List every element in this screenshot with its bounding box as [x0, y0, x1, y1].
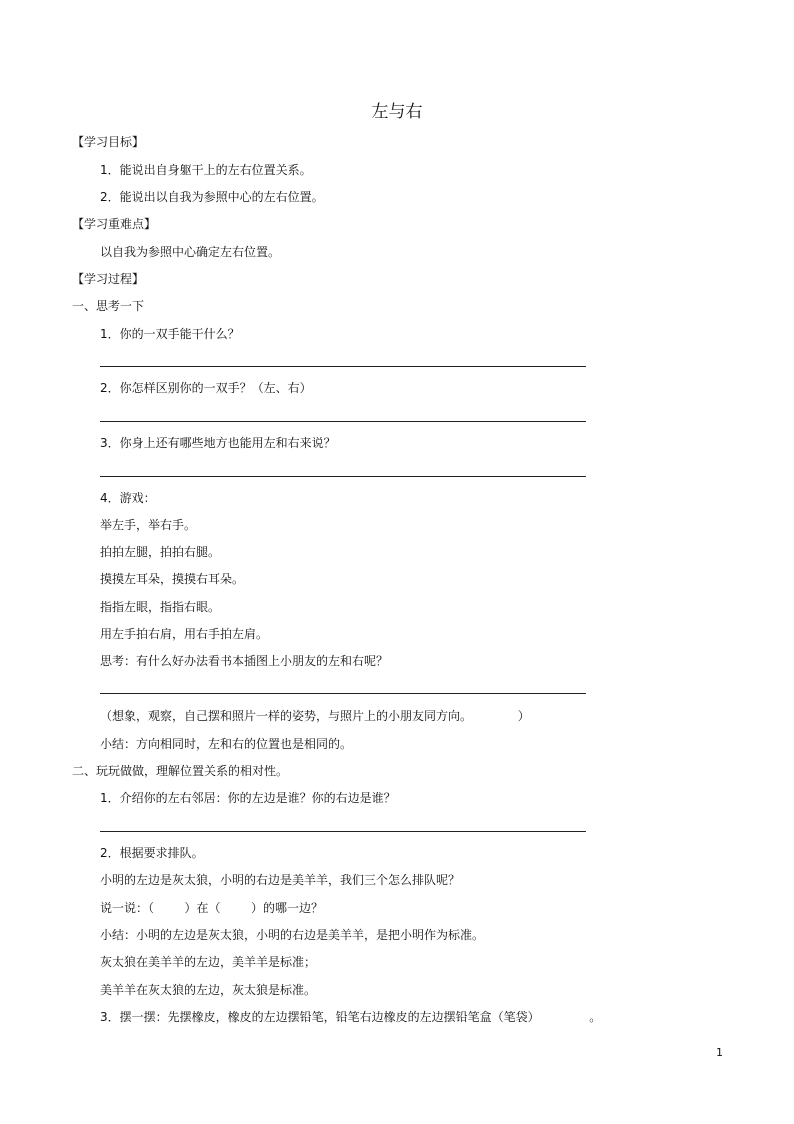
queue-line: 小结：小明的左边是灰太狼，小明的右边是美羊羊，是把小明作为标准。	[100, 928, 485, 942]
game-line: 摸摸左耳朵，摸摸右耳朵。	[100, 572, 245, 586]
game-line: 用左手拍右肩，用右手拍左肩。	[100, 627, 269, 641]
queue-line: 说一说：（ ）在（ ）的哪一边？	[100, 901, 324, 915]
game-line: 拍拍左腿，拍拍右腿。	[100, 545, 221, 559]
objective-item-2: 2．能说出以自我为参照中心的左右位置。	[100, 190, 324, 204]
question-1-1: 1．你的一双手能干什么？	[100, 327, 240, 341]
question-1-3: 3．你身上还有哪些地方也能用左和右来说？	[100, 436, 336, 450]
answer-line-5	[100, 831, 586, 832]
game-line: 指指左眼，指指右眼。	[100, 600, 221, 614]
section-2-heading: 二、玩玩做做，理解位置关系的相对性。	[72, 764, 289, 778]
answer-line-1	[100, 366, 586, 367]
process-heading: 【学习过程】	[72, 272, 145, 286]
question-1-4: 4．游戏：	[100, 491, 156, 505]
question-1-2: 2．你怎样区别你的一双手？（左、右）	[100, 381, 312, 395]
hint-text: （想象，观察，自己摆和照片一样的姿势，与照片上的小朋友同方向。 ）	[100, 709, 530, 723]
objective-item-1: 1．能说出自身躯干上的左右位置关系。	[100, 163, 312, 177]
page-title: 左与右	[371, 102, 423, 122]
answer-line-3	[100, 476, 586, 477]
objectives-heading: 【学习目标】	[72, 135, 145, 149]
question-2-1: 1．介绍你的左右邻居：你的左边是谁？你的右边是谁？	[100, 791, 396, 805]
answer-line-2	[100, 421, 586, 422]
game-line: 举左手，举右手。	[100, 518, 197, 532]
key-points-text: 以自我为参照中心确定左右位置。	[100, 245, 281, 259]
page-number: 1	[716, 1046, 723, 1059]
question-2-2: 2．根据要求排队。	[100, 846, 204, 860]
key-points-heading: 【学习重难点】	[72, 217, 157, 231]
queue-line: 美羊羊在灰太狼的左边，灰太狼是标准。	[100, 983, 317, 997]
section-1-heading: 一、思考一下	[72, 299, 145, 313]
queue-line: 灰太狼在美羊羊的左边，美羊羊是标准；	[100, 955, 317, 969]
question-2-3: 3．摆一摆：先摆橡皮，橡皮的左边摆铅笔，铅笔右边橡皮的左边摆铅笔盒（笔袋） 。	[100, 1010, 602, 1024]
summary-1: 小结：方向相同时，左和右的位置也是相同的。	[100, 737, 353, 751]
answer-line-4	[100, 693, 586, 694]
think-question: 思考：有什么好办法看书本插图上小朋友的左和右呢？	[100, 654, 389, 668]
queue-line: 小明的左边是灰太狼，小明的右边是美羊羊，我们三个怎么排队呢？	[100, 873, 461, 887]
